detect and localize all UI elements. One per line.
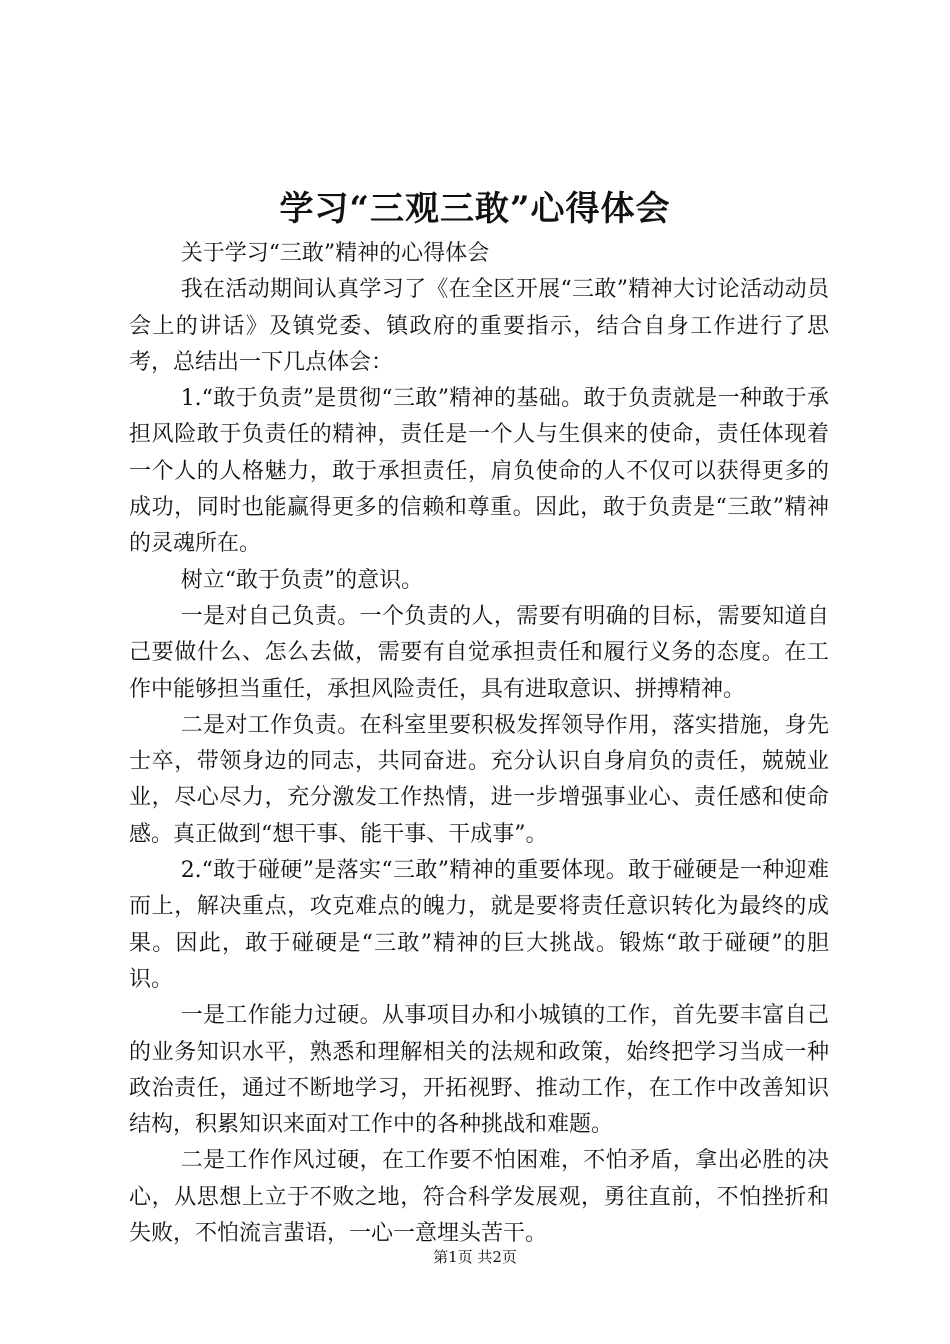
page-footer: 第1页 共2页: [433, 1248, 517, 1266]
paragraph: 一是工作能力过硬。从事项目办和小城镇的工作，首先要丰富自己的业务知识水平，熟悉和理解相关的法规和政策，始终把学习当成一种政治责任，通过不断地学习，开拓视野、推动工作，在工作中改善知识结构，积累知识来面对工作中的各种挑战和难题。: [129, 1003, 829, 1138]
paragraph: 1.“敢于负责”是贯彻“三敢”精神的基础。敢于负责就是一种敢于承担风险敢于负责任的精神，责任是一个人与生俱来的使命，责任体现着一个人的人格魅力，敢于承担责任，肩负使命的人不仅可以获得更多的成功，同时也能赢得更多的信赖和尊重。因此，敢于负责是“三敢”精神的灵魂所在。: [129, 386, 829, 557]
paragraph: 二是对工作负责。在科室里要积极发挥领导作用，落实措施，身先士卒，带领身边的同志，共同奋进。充分认识自身肩负的责任，兢兢业业，尽心尽力，充分激发工作热情，进一步增强事业心、责任感和使命感。真正做到“想干事、能干事、干成事”。: [129, 712, 829, 847]
document-title: 学习“三观三敢”心得体会: [279, 189, 671, 229]
paragraph: 2.“敢于碰硬”是落实“三敢”精神的重要体现。敢于碰硬是一种迎难而上，解决重点，攻克难点的魄力，就是要将责任意识转化为最终的成果。因此，敢于碰硬是“三敢”精神的巨大挑战。锻炼“敢于碰硬”的胆识。: [129, 858, 829, 992]
paragraph: 我在活动期间认真学习了《在全区开展“三敢”精神大讨论活动动员会上的讲话》及镇党委、镇政府的重要指示，结合自身工作进行了思考，总结出一下几点体会：: [129, 277, 829, 375]
paragraph: 关于学习“三敢”精神的心得体会: [180, 241, 490, 266]
paragraph: 一是对自己负责。一个负责的人，需要有明确的目标，需要知道自己要做什么、怎么去做，需要有自觉承担责任和履行义务的态度。在工作中能够担当重任，承担风险责任，具有进取意识、拼搏精神。: [129, 603, 829, 702]
paragraph: 二是工作作风过硬，在工作要不怕困难，不怕矛盾，拿出必胜的决心，从思想上立于不败之地，符合科学发展观，勇往直前，不怕挫折和失败，不怕流言蜚语，一心一意埋头苦干。: [129, 1148, 829, 1247]
paragraph: 树立“敢于负责”的意识。: [180, 567, 424, 593]
document-body: [129, 236, 829, 1252]
